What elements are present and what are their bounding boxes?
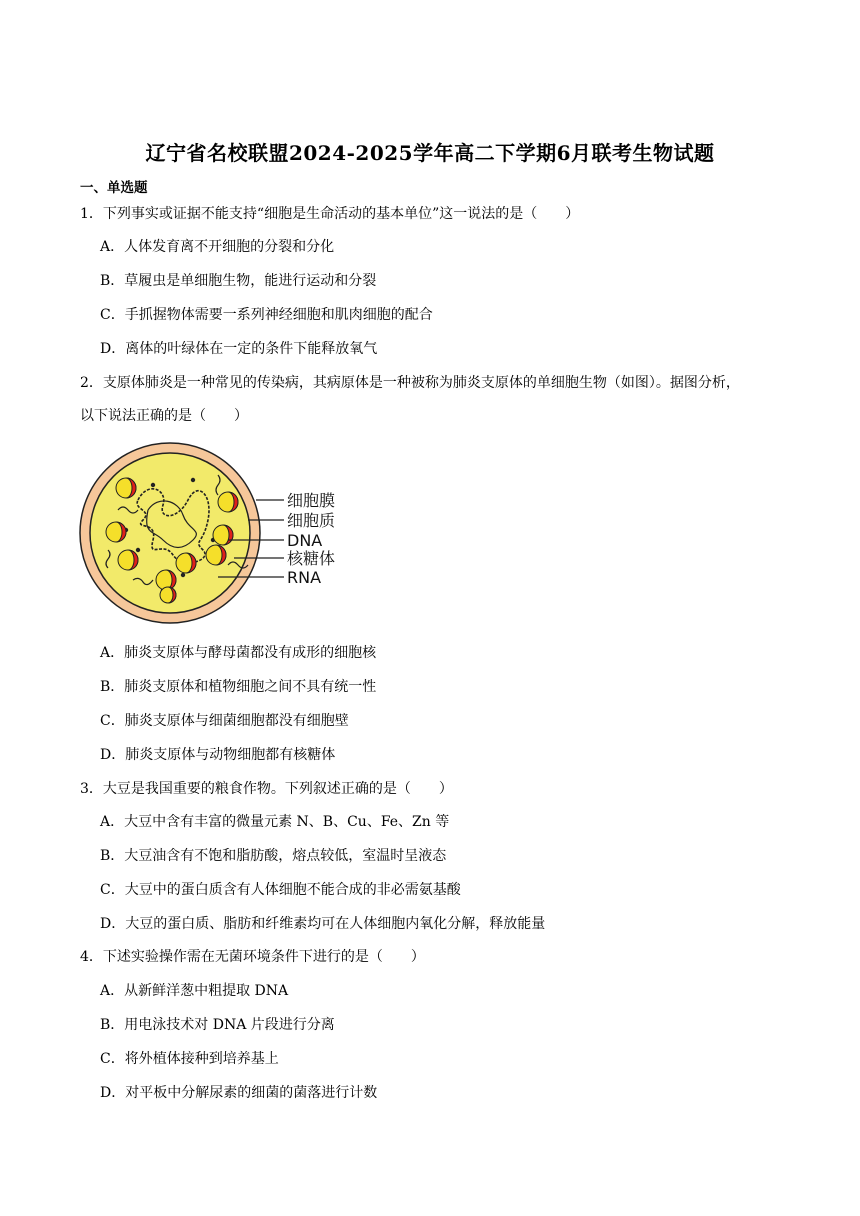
question-2-stem-line2: 以下说法正确的是（ ）	[80, 408, 248, 424]
question-1-option-c[interactable]: C．手抓握物体需要一系列神经细胞和肌肉细胞的配合	[100, 307, 433, 323]
question-1-stem: 1．下列事实或证据不能支持“细胞是生命活动的基本单位”这一说法的是（ ）	[80, 206, 580, 222]
question-3-stem: 3．大豆是我国重要的粮食作物。下列叙述正确的是（ ）	[80, 781, 453, 797]
question-2-option-a[interactable]: A．肺炎支原体与酵母菌都没有成形的细胞核	[100, 645, 377, 661]
page-title: 辽宁省名校联盟2024-2025学年高二下学期6月联考生物试题	[145, 141, 715, 165]
question-4-option-c[interactable]: C．将外植体接种到培养基上	[100, 1051, 279, 1067]
question-4-option-b[interactable]: B．用电泳技术对 DNA 片段进行分离	[100, 1017, 335, 1033]
label-rna: RNA	[287, 568, 322, 587]
question-4-option-d[interactable]: D．对平板中分解尿素的细菌的菌落进行计数	[100, 1085, 378, 1101]
question-3-option-c[interactable]: C．大豆中的蛋白质含有人体细胞不能合成的非必需氨基酸	[100, 882, 461, 898]
question-4-option-a[interactable]: A．从新鲜洋葱中粗提取 DNA	[100, 983, 289, 999]
label-ribosome: 核糖体	[287, 549, 336, 568]
question-1-option-b[interactable]: B．草履虫是单细胞生物，能进行运动和分裂	[100, 273, 377, 289]
label-cytoplasm: 细胞质	[287, 511, 336, 530]
label-dna: DNA	[287, 531, 323, 550]
section-heading: 一、单选题	[80, 180, 148, 196]
question-2-option-c[interactable]: C．肺炎支原体与细菌细胞都没有细胞壁	[100, 713, 349, 729]
question-3-option-a[interactable]: A．大豆中含有丰富的微量元素 N、B、Cu、Fe、Zn 等	[100, 814, 450, 830]
question-1-option-a[interactable]: A．人体发育离不开细胞的分裂和分化	[100, 239, 335, 255]
question-4-stem: 4．下述实验操作需在无菌环境条件下进行的是（ ）	[80, 949, 425, 965]
question-1-option-d[interactable]: D．离体的叶绿体在一定的条件下能释放氧气	[100, 341, 378, 357]
question-2-option-b[interactable]: B．肺炎支原体和植物细胞之间不具有统一性	[100, 679, 377, 695]
question-2-option-d[interactable]: D．肺炎支原体与动物细胞都有核糖体	[100, 747, 336, 763]
question-3-option-b[interactable]: B．大豆油含有不饱和脂肪酸，熔点较低，室温时呈液态	[100, 848, 447, 864]
label-cell-membrane: 细胞膜	[287, 491, 336, 510]
question-3-option-d[interactable]: D．大豆的蛋白质、脂肪和纤维素均可在人体细胞内氧化分解，释放能量	[100, 916, 546, 932]
mycoplasma-cell-diagram	[78, 440, 358, 624]
question-2-stem-line1: 2．支原体肺炎是一种常见的传染病，其病原体是一种被称为肺炎支原体的单细胞生物（如图）。据图分析，	[80, 375, 740, 391]
